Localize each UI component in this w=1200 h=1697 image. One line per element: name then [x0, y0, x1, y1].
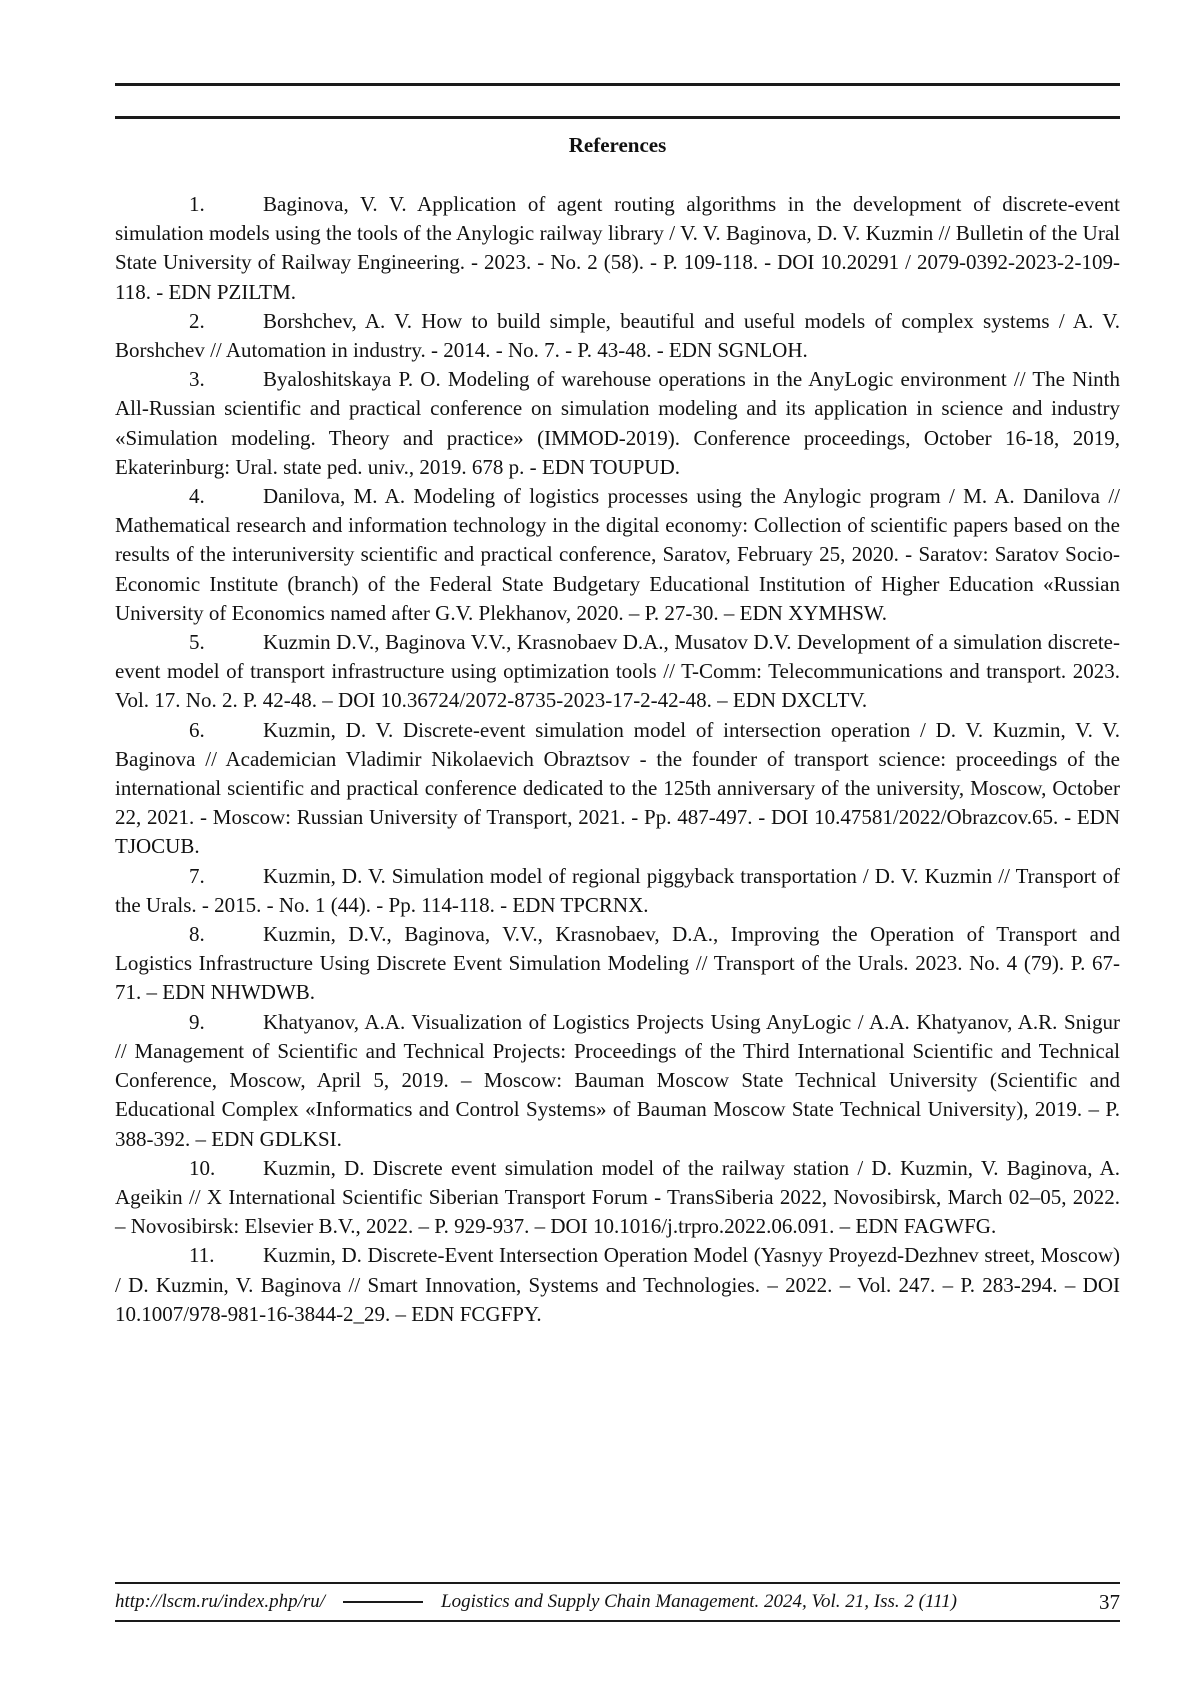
reference-text: Byaloshitskaya P. O. Modeling of warehouse operations in the AnyLogic environment // The Ninth All-Russian scientific and practical conference on simulation modeling and its application in science and industry «Simulation modeling. Theory and practice» (IMMOD-2019). Conference proceedings, October 16-18, 2019, Ekaterinburg: Ural. state ped. univ., 2019. 678 p. - EDN TOUPUD. — [115, 367, 1120, 479]
references-heading: References — [568, 133, 667, 157]
header-rule-top — [115, 83, 1120, 86]
reference-text: Kuzmin, D. V. Discrete-event simulation model of intersection operation / D. V. Kuzmin, V. V. Baginova // Academician Vladimir Nikolaevich Obraztsov - the founder of transport science: proceedings of the international scientific and practical conference dedicated to the 125th anniversary of the university, Moscow, October 22, 2021. - Moscow: Russian University of Transport, 2021. - Pp. 487-497. - DOI 10.47581/2022/Obrazcov.65. - EDN TJOCUB. — [115, 717, 1120, 859]
reference-number: 6. — [189, 717, 205, 742]
reference-text: Kuzmin D.V., Baginova V.V., Krasnobaev D.A., Musatov D.V. Development of a simulation discrete-event model of transport infrastructure using optimization tools // T-Comm: Telecommunications and transport. 2023. Vol. 17. No. 2. P. 42-48. – DOI 10.36724/2072-8735-2023-17-2-42-48. – EDN DXCLTV. — [115, 630, 1120, 713]
footer-url[interactable]: http://lscm.ru/index.php/ru/ — [115, 1591, 326, 1612]
reference-item — [115, 1008, 1120, 1154]
reference-item — [115, 482, 1120, 628]
reference-number: 5. — [189, 630, 205, 655]
reference-number: 8. — [189, 922, 205, 947]
reference-text: Kuzmin, D. V. Simulation model of regional piggyback transportation / D. V. Kuzmin // Transport of the Urals. - 2015. - No. 1 (44). - Pp. 114-118. - EDN TPCRNX. — [115, 863, 1120, 917]
reference-number: 7. — [189, 863, 205, 888]
page-footer — [115, 1587, 1120, 1617]
reference-item — [115, 307, 1120, 365]
reference-text: Baginova, V. V. Application of agent routing algorithms in the development of discrete-event simulation models using the tools of the Anylogic railway library / V. V. Baginova, D. V. Kuzmin // Bulletin of the Ural State University of Railway Engineering. - 2023. - No. 2 (58). - P. 109-118. - DOI 10.20291 / 2079-0392-2023-2-109-118. - EDN PZILTM. — [115, 192, 1120, 304]
reference-item — [115, 365, 1120, 482]
reference-item — [115, 1241, 1120, 1329]
reference-text: Kuzmin, D. Discrete event simulation model of the railway station / D. Kuzmin, V. Baginova, A. Ageikin // X International Scientific Siberian Transport Forum - TransSiberia 2022, Novosibirsk, March 02–05, 2022. – Novosibirsk: Elsevier B.V., 2022. – P. 929-937. – DOI 10.1016/j.trpro.2022.06.091. – EDN FAGWFG. — [115, 1155, 1120, 1239]
reference-number: 3. — [189, 367, 205, 392]
reference-number: 2. — [189, 308, 205, 333]
reference-text: Kuzmin, D. Discrete-Event Intersection Operation Model (Yasnyy Proyezd-Dezhnev street, Moscow) / D. Kuzmin, V. Baginova // Smart Innovation, Systems and Technologies. – 2022. – Vol. 247. – P. 283-294. – DOI 10.1007/978-981-16-3844-2_29. – EDN FCGFPY. — [115, 1243, 1120, 1326]
reference-text: Danilova, M. A. Modeling of logistics processes using the Anylogic program / M. A. Danilova // Mathematical research and information technology in the digital economy: Collection of scientific papers based on the results of the interuniversity scientific and practical conference, Saratov, February 25, 2020. - Saratov: Saratov Socio-Economic Institute (branch) of the Federal State Budgetary Educational Institution of Higher Education «Russian University of Economics named after G.V. Plekhanov, 2020. – P. 27-30. – EDN XYMHSW. — [115, 484, 1120, 625]
page-number: 37 — [1099, 1589, 1120, 1614]
reference-item — [115, 190, 1120, 307]
reference-number: 10. — [189, 1155, 216, 1180]
references-list — [115, 190, 1120, 1329]
reference-text: Khatyanov, A.A. Visualization of Logistics Projects Using AnyLogic / A.A. Khatyanov, A.R. Snigur // Management of Scientific and Technical Projects: Proceedings of the Third International Scientific and Technical Conference, Moscow, April 5, 2019. – Moscow: Bauman Moscow State Technical University (Scientific and Educational Complex «Informatics and Control Systems» of Bauman Moscow State Technical University), 2019. – P. 388-392. – EDN GDLKSI. — [115, 1009, 1120, 1151]
header-rule-bottom — [115, 116, 1120, 119]
reference-number: 1. — [189, 192, 205, 216]
reference-number: 11. — [189, 1243, 215, 1268]
footer-rule-top — [115, 1582, 1120, 1584]
reference-item — [115, 628, 1120, 716]
reference-item — [115, 716, 1120, 862]
footer-rule-bottom — [115, 1620, 1120, 1622]
reference-text: Kuzmin, D.V., Baginova, V.V., Krasnobaev, D.A., Improving the Operation of Transport and Logistics Infrastructure Using Discrete Event Simulation Modeling // Transport of the Urals. 2023. No. 4 (79). P. 67-71. – EDN NHWDWB. — [115, 922, 1120, 1005]
reference-number: 4. — [189, 484, 205, 509]
reference-item — [115, 862, 1120, 920]
reference-item — [115, 920, 1120, 1008]
reference-number: 9. — [189, 1009, 205, 1034]
reference-text: Borshchev, A. V. How to build simple, beautiful and useful models of complex systems / A. V. Borshchev // Automation in industry. - 2014. - No. 7. - P. 43-48. - EDN SGNLOH. — [115, 308, 1120, 363]
footer-separator — [343, 1601, 423, 1603]
footer-journal-info: Logistics and Supply Chain Management. 2024, Vol. 21, Iss. 2 (111) — [441, 1591, 958, 1612]
reference-item — [115, 1154, 1120, 1242]
